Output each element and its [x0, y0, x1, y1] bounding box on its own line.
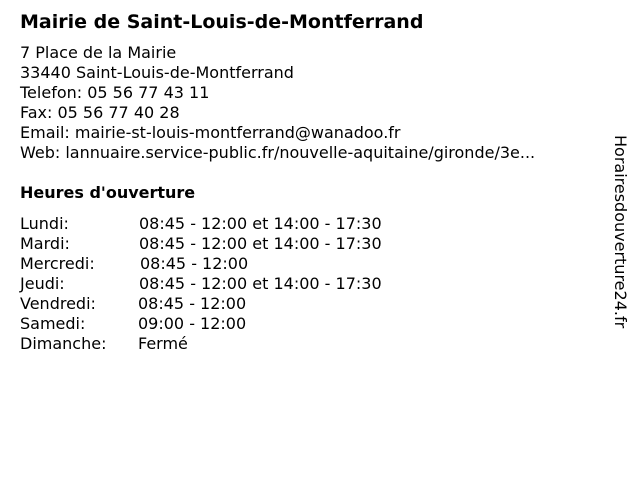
time-value: 08:45 - 12:00 et 14:00 - 17:30	[139, 214, 382, 233]
contact-info	[20, 43, 535, 163]
time-value: 08:45 - 12:00	[138, 294, 247, 313]
email-address: Email: mairie-st-louis-montferrand@wanadoo.fr	[20, 123, 401, 142]
page-title: Mairie de Saint-Louis-de-Montferrand	[20, 11, 424, 33]
time-value: Fermé	[138, 334, 188, 353]
time-value: 08:45 - 12:00	[140, 254, 249, 273]
day-label: Dimanche:	[20, 334, 107, 353]
day-label: Samedi:	[20, 314, 86, 333]
opening-hours-heading: Heures d'ouverture	[20, 183, 196, 202]
site-watermark: Horairesdouverture24.fr	[611, 135, 630, 329]
fax-number: Fax: 05 56 77 40 28	[20, 103, 180, 122]
day-label: Jeudi:	[20, 274, 65, 293]
day-label: Mardi:	[20, 234, 70, 253]
address-line-city: 33440 Saint-Louis-de-Montferrand	[20, 63, 294, 82]
time-value: 09:00 - 12:00	[138, 314, 247, 333]
website-link: Web: lannuaire.service-public.fr/nouvelle-aquitaine/gironde/3e...	[20, 143, 536, 162]
phone-number: Telefon: 05 56 77 43 11	[20, 83, 210, 102]
day-label: Vendredi:	[20, 294, 96, 313]
day-label: Lundi:	[20, 214, 69, 233]
time-value: 08:45 - 12:00 et 14:00 - 17:30	[139, 234, 382, 253]
address-line-street: 7 Place de la Mairie	[20, 43, 177, 62]
time-value: 08:45 - 12:00 et 14:00 - 17:30	[139, 274, 382, 293]
day-label: Mercredi:	[20, 254, 95, 273]
